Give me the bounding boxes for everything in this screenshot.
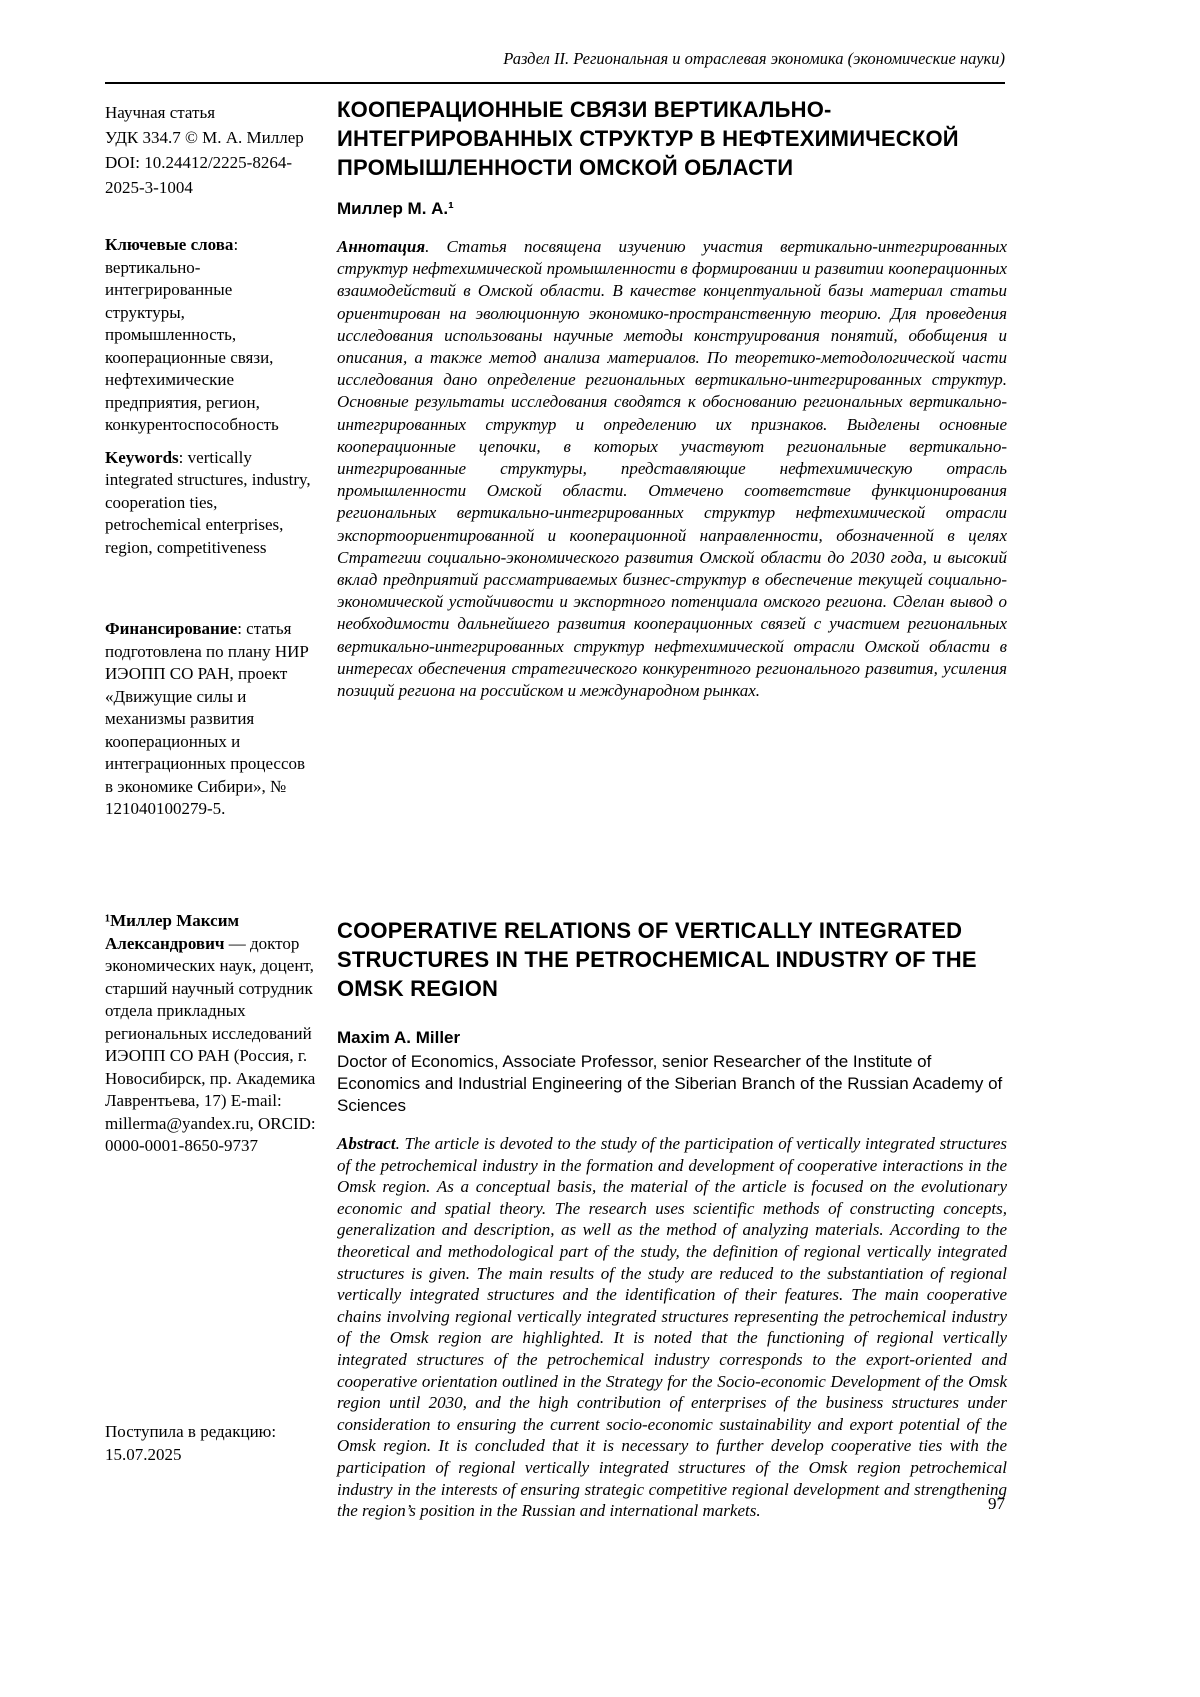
funding-block — [105, 618, 317, 821]
author-details-text: — доктор экономических наук, доцент, старший научный сотрудник отдела прикладных региональных исследований ИЭОПП СО РАН (Россия, г. Новосибирск, пр. Академика Лаврентьева, 17) E-mail: millerma@yandex.ru, ORCID: 0000-0001-8650-9737 — [105, 933, 316, 1155]
author-byline-en: Maxim A. Miller — [337, 1028, 461, 1047]
article-title-ru: КООПЕРАЦИОННЫЕ СВЯЗИ ВЕРТИКАЛЬНО-ИНТЕГРИРОВАННЫХ СТРУКТУР В НЕФТЕХИМИЧЕСКОЙ ПРОМЫШЛЕННОСТИ ОМСКОЙ ОБЛАСТИ — [337, 97, 959, 180]
author-details-paragraph — [105, 910, 325, 1158]
abstract-en-label: Abstract — [337, 1134, 396, 1153]
received-block — [105, 1420, 325, 1466]
page-number: 97 — [988, 1494, 1005, 1513]
doi-line: DOI: 10.24412/2225-8264-2025-3-1004 — [105, 153, 292, 197]
keywords-en-text: : vertically integrated structures, industry, cooperation ties, petrochemical enterprises, region, competitiveness — [105, 447, 311, 557]
author-name-ru-full: ¹Миллер Максим Александрович — [105, 911, 240, 953]
udc-line: УДК 334.7 © М. А. Миллер — [105, 128, 304, 147]
abstract-ru — [337, 236, 1007, 702]
article-meta-block — [105, 100, 323, 200]
abstract-en — [337, 1133, 1007, 1522]
running-head: Раздел II. Региональная и отраслевая экономика (экономические науки) — [503, 49, 1005, 68]
received-date: 15.07.2025 — [105, 1445, 182, 1464]
russian-section — [337, 95, 1007, 702]
article-type: Научная статья — [105, 103, 216, 122]
keywords-ru-text: : вертикально-интегрированные структуры, промышленность, кооперационные связи, нефтехимические предприятия, регион, конкурентоспособность — [105, 235, 279, 434]
keywords-ru — [105, 234, 311, 437]
keywords-en-label: Keywords — [105, 447, 179, 467]
keywords-block — [105, 234, 311, 559]
abstract-ru-label: Аннотация — [337, 237, 426, 256]
received-label: Поступила в редакцию: — [105, 1422, 277, 1441]
header-rule — [105, 82, 1005, 84]
keywords-en — [105, 447, 311, 560]
author-byline-ru: Миллер М. А.¹ — [337, 199, 454, 218]
english-section — [337, 916, 1007, 1522]
funding-text: : статья подготовлена по плану НИР ИЭОПП СО РАН, проект «Движущие силы и механизмы развития кооперационных и интеграционных процессов в экономике Сибири», № 121040100279-5. — [105, 619, 309, 818]
funding-label: Финансирование — [105, 619, 238, 638]
article-title-en: COOPERATIVE RELATIONS OF VERTICALLY INTEGRATED STRUCTURES IN THE PETROCHEMICAL INDUSTRY OF THE OMSK REGION — [337, 918, 977, 1001]
abstract-en-text: . The article is devoted to the study of the participation of vertically integrated structures of the petrochemical industry in the formation and development of cooperative interactions in the Omsk region. As a conceptual basis, the material of the article is focused on the evolutionary economic and spatial theory. The research uses scientific methods of constructing concepts, generalization and description, as well as the method of analyzing materials. According to the theoretical and methodological part of the study, the definition of regional vertically integrated structures is given. The main results of the study are reduced to the substantiation of regional vertically integrated structures and the identification of their features. The main cooperative chains involving regional vertically integrated structures representing the petrochemical industry of the Omsk region are highlighted. It is noted that the functioning of regional vertically integrated structures of the petrochemical industry corresponds to the export-oriented and cooperative orientation outlined in the Strategy for the Socio-economic Development of the Omsk region until 2030, and the high contribution of enterprises of the business structures under consideration to ensuring the current socio-economic sustainability and export potential of the Omsk region. It is concluded that it is necessary to further develop cooperative ties with the participation of regional vertically integrated structures of the Omsk region petrochemical industry in the interests of ensuring strategic competitive regional development and strengthening the region’s position in the Russian and international markets. — [337, 1134, 1007, 1521]
funding-paragraph — [105, 618, 317, 821]
abstract-ru-text: . Статья посвящена изучению участия вертикально-интегрированных структур нефтехимической промышленности в формировании и развитии кооперационных взаимодействий в Омской области. В качестве концептуальной базы материал статьи ориентирован на эволюционную экономико-пространственную теорию. Для проведения исследования использованы научные методы конструирования понятий, обобщения и описания, а также метод анализа материалов. По теоретико-методологической части исследования дано определение региональных вертикально-интегрированных структур. Основные результаты исследования сводятся к обоснованию региональных вертикально-интегрированных структур и определению их признаков. Выделены основные кооперационные цепочки, в которых участвуют региональные вертикально-интегрированные структуры, представляющие нефтехимическую отрасль промышленности Омской области. Отмечено соответствие функционирования региональных вертикально-интегрированных структур нефтехимической отрасли экспортоориентированной и кооперационной направленности, обозначенной в целях Стратегии социально-экономического развития Омской области до 2030 года, и высокий вклад предприятий рассматриваемых бизнес-структур в обеспечение текущей социально-экономической устойчивости и экспортного потенциала омского региона. Сделан вывод о необходимости дальнейшего развития кооперационных связей с участием региональных вертикально-интегрированных структур нефтехимической отрасли Омской области в интересах обеспечения стратегического конкурентного регионального развития, усиления позиций региона на российском и международном рынках. — [337, 237, 1007, 701]
keywords-ru-label: Ключевые слова — [105, 235, 234, 254]
author-details-block — [105, 910, 325, 1158]
author-affiliation-en: Doctor of Economics, Associate Professor, senior Researcher of the Institute of Economics and Industrial Engineering of the Siberian Branch of the Russian Academy of Sciences — [337, 1052, 1003, 1115]
